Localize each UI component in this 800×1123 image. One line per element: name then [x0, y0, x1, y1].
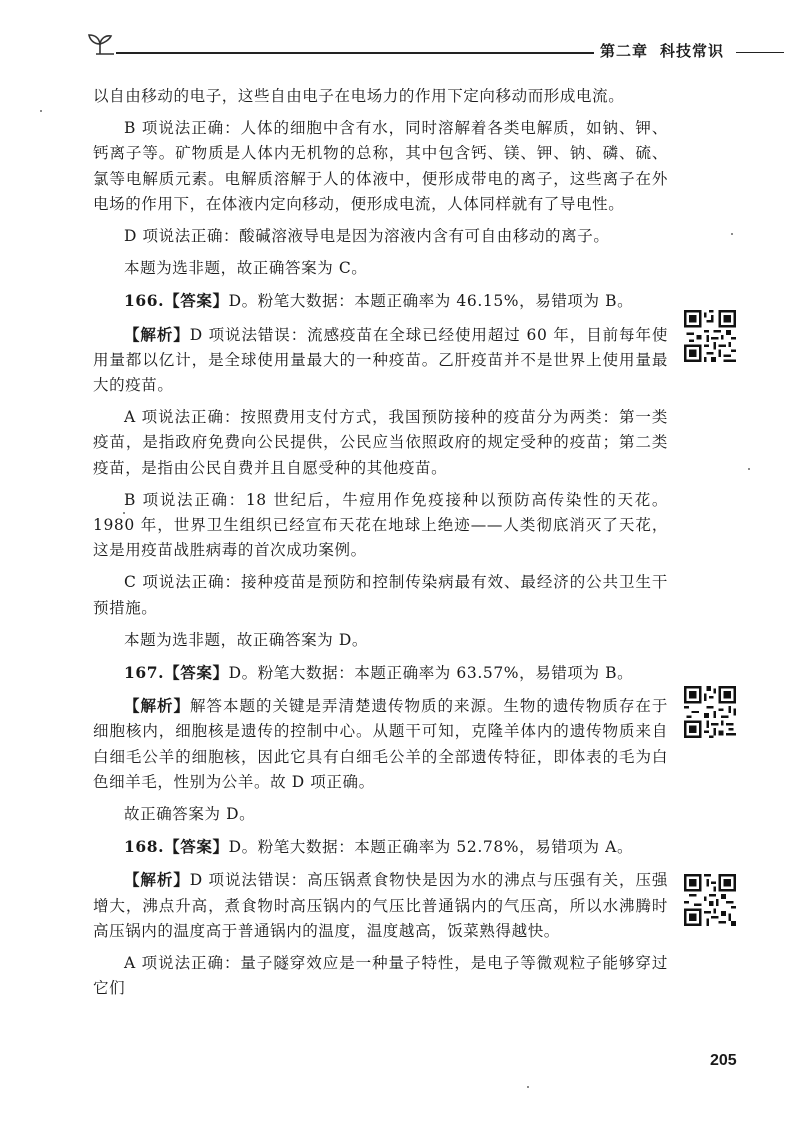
paragraph: B 项说法正确：18 世纪后，牛痘用作免疫接种以预防高传染性的天花。1980 年，世界卫生组织已经宣布天花在地球上绝迹——人类彻底消灭了天花，这是用疫苗战胜病毒的首次成功案例。	[93, 490, 668, 560]
analysis-text: D 项说法错误：流感疫苗在全球已经使用超过 60 年，目前每年使用量都以亿计，是全球使用量最大的一种疫苗。乙肝疫苗并不是世界上使用量最大的疫苗。	[93, 325, 668, 395]
answer-text: D。粉笔大数据：本题正确率为 46.15%，易错项为 B。	[228, 292, 634, 311]
answer-tag: 167.【答案】	[124, 663, 229, 683]
paragraph: 故正确答案为 D。	[124, 805, 256, 824]
section-label: 科技常识	[660, 42, 725, 60]
qr-code-icon[interactable]	[684, 310, 736, 362]
answer-line-168	[93, 834, 668, 860]
analysis-166	[93, 322, 668, 399]
chapter-label: 第二章	[600, 42, 649, 60]
header-rule-right	[736, 52, 784, 53]
scan-speck	[527, 1086, 529, 1088]
page-header	[0, 0, 800, 70]
answer-tag: 166.【答案】	[124, 291, 229, 311]
header-rule-left	[116, 52, 594, 54]
analysis-tag: 【解析】	[124, 870, 190, 890]
scan-speck	[40, 110, 42, 112]
qr-code-icon[interactable]	[684, 686, 736, 738]
analysis-168	[93, 867, 668, 944]
paragraph: A 项说法正确：按照费用支付方式，我国预防接种的疫苗分为两类：第一类疫苗，是指政府免费向公民提供，公民应当依照政府的规定受种的疫苗；第二类疫苗，是指由公民自费并且自愿受种的其他疫苗。	[93, 408, 668, 477]
analysis-text: 解答本题的关键是弄清楚遗传物质的来源。生物的遗传物质存在于细胞核内，细胞核是遗传的控制中心。从题干可知，克隆羊体内的遗传物质来自白细毛公羊的细胞核，因此它具有白细毛公羊的全部遗传特征，即体表的毛为白色细羊毛，性别为公羊。故 D 项正确。	[93, 697, 669, 791]
answer-text: D。粉笔大数据：本题正确率为 63.57%，易错项为 B。	[228, 664, 634, 683]
sprout-logo-icon	[86, 32, 116, 56]
scan-speck	[731, 233, 733, 235]
scan-speck	[748, 468, 750, 470]
paragraph: 本题为选非题，故正确答案为 C。	[124, 259, 368, 278]
paragraph: B 项说法正确：人体的细胞中含有水，同时溶解着各类电解质，如钠、钾、钙离子等。矿物质是人体内无机物的总称，其中包含钙、镁、钾、钠、磷、硫、氯等电解质元素。电解质溶解于人的体液中，便形成带电的离子，这些离子在外电场的作用下，在体液内定向移动，便形成电流，人体同样就有了导电性。	[93, 119, 668, 213]
analysis-tag: 【解析】	[124, 324, 190, 344]
paragraph: C 项说法正确：接种疫苗是预防和控制传染病最有效、最经济的公共卫生干预措施。	[93, 573, 668, 617]
answer-line-166	[93, 288, 668, 314]
paragraph: 本题为选非题，故正确答案为 D。	[124, 630, 368, 649]
qr-code-icon[interactable]	[684, 874, 736, 926]
answer-tag: 168.【答案】	[124, 837, 229, 857]
paragraph: A 项说法正确：量子隧穿效应是一种量子特性，是电子等微观粒子能够穿过它们	[93, 954, 668, 998]
paragraph: 以自由移动的电子，这些自由电子在电场力的作用下定向移动而形成电流。	[93, 87, 625, 105]
analysis-tag: 【解析】	[124, 696, 190, 716]
paragraph: D 项说法正确：酸碱溶液导电是因为溶液内含有可自由移动的离子。	[124, 227, 610, 246]
page-number: 205	[710, 1052, 737, 1069]
answer-text: D。粉笔大数据：本题正确率为 52.78%，易错项为 A。	[228, 838, 634, 857]
analysis-text: D 项说法错误：高压锅煮食物快是因为水的沸点与压强有关，压强增大，沸点升高，煮食物时高压锅内的气压比普通锅内的气压高，所以水沸腾时高压锅内的温度高于普通锅内的温度，温度越高，饭菜熟得越快。	[93, 871, 668, 940]
analysis-167	[93, 693, 668, 795]
page-body	[93, 84, 668, 1002]
chapter-title	[600, 40, 736, 61]
answer-line-167	[93, 660, 668, 686]
scan-speck	[123, 512, 125, 514]
